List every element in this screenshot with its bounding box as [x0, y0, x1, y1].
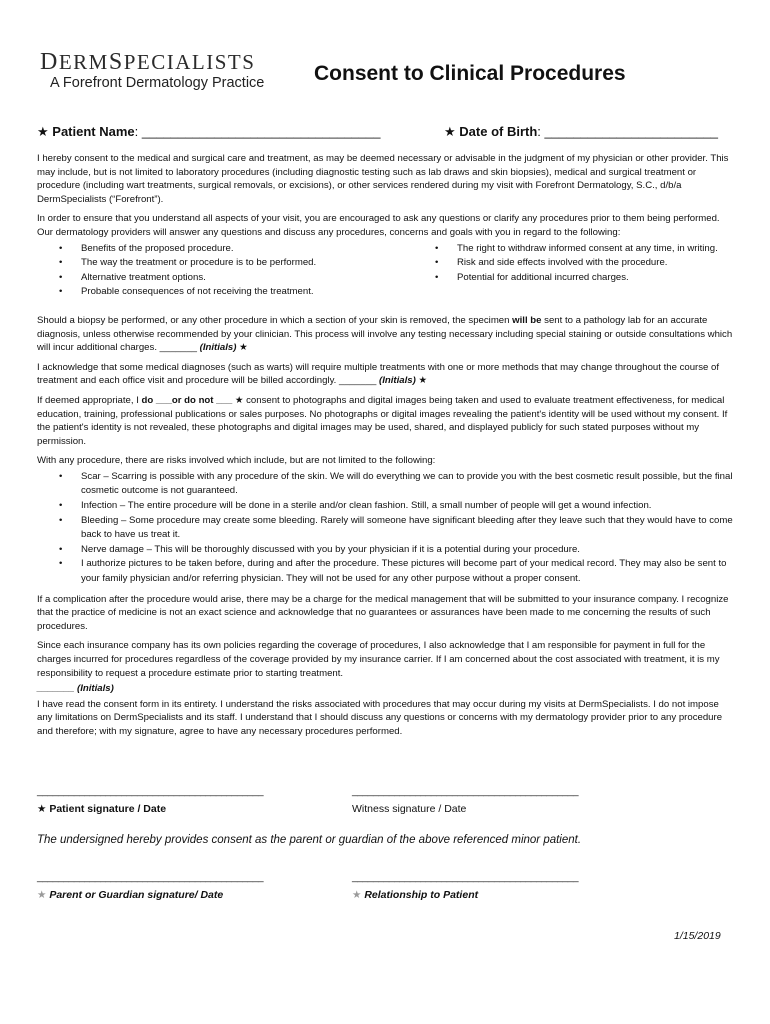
patient-name-label: Patient Name [52, 124, 135, 139]
star-icon: ★ [418, 375, 428, 387]
topics-left-list [37, 242, 413, 300]
date-of-birth-field[interactable] [444, 124, 718, 140]
initials-field[interactable]: (Initials) [379, 375, 416, 387]
relationship-label: ★ Relationship to Patient [352, 889, 479, 901]
risks-intro: With any procedure, there are risks involved which include, but are not limited to the following: [37, 455, 436, 467]
list-item: • Risk and side effects involved with the procedure. [413, 256, 733, 271]
consent-paragraph: I hereby consent to the medical and surgical care and treatment, as may be deemed necessary or advisable in the judgment of my physician or other provider. This may include, but is not limited to laboratory procedures (including diagnostic testing such as lab draws and skin biopsies), medical and surgical treatment or procedure (including wart treatments, surgical removals, or excisions), or other services rendered during my visit with Forefront Dermatology, S.C., d/b/a DermSpecialists (“Forefront”). [37, 153, 729, 205]
date-of-birth-line: : ________________________ [537, 124, 719, 139]
list-item: • Probable consequences of not receiving the treatment. [37, 285, 413, 300]
star-icon: ★ [37, 889, 47, 901]
star-icon: ★ [37, 124, 49, 139]
patient-name-field[interactable] [37, 124, 380, 140]
do-or-do-not-choice[interactable]: do ___or do not ___ [141, 394, 233, 406]
insurance-paragraph: Since each insurance company has its own policies regarding the coverage of procedures, I also acknowledge that I am responsible for payment in full for the charges incurred for procedures regardless of the coverage provided by my insurance carrier. If I am concerned about the cost associated with treatment, it is my responsibility to request a procedure estimate prior to starting treatment. [37, 640, 720, 679]
topics-right-list [413, 242, 733, 300]
document-date: 1/15/2019 [674, 930, 721, 942]
date-of-birth-label: Date of Birth [459, 124, 538, 139]
patient-fields [37, 124, 737, 144]
star-icon: ★ [234, 394, 244, 406]
list-item: • I authorize pictures to be taken before, during and after the procedure. These pictures will become part of your medical record. They may also be sent to your family physician and/or referring physician. They will not be used for any other purpose without a proper consent. [37, 557, 733, 586]
document-title: Consent to Clinical Procedures [314, 62, 626, 85]
guardian-signature-line[interactable]: ___________________________________________ [37, 872, 264, 883]
list-item: • The right to withdraw informed consent at any time, in writing. [413, 242, 733, 257]
initials-field[interactable]: (Initials) [199, 342, 237, 354]
relationship-line[interactable]: ___________________________________________ [352, 872, 579, 883]
initials-field[interactable]: _______ (Initials) [37, 683, 114, 695]
list-item: • Potential for additional incurred charges. [413, 271, 733, 286]
list-item: • Scar – Scarring is possible with any procedure of the skin. We will do everything we can to provide you with the best cosmetic result possible, but the final cosmetic outcome is not guaranteed. [37, 470, 733, 499]
acknowledgement-paragraph: I have read the consent form in its entirety. I understand the risks associated with procedures that may occur during my visits at DermSpecialists. I do not impose any limitations on DermSpecialists and its staff. I understand that I should discuss any questions or concerns with my dermatology provider prior to any procedure and therefore; with my signature, agree to have any necessary procedures performed. [37, 698, 723, 737]
patient-name-line: : _________________________________ [134, 124, 381, 139]
list-item: • Benefits of the proposed procedure. [37, 242, 413, 257]
star-icon: ★ [444, 124, 456, 139]
logo-subtitle: A Forefront Dermatology Practice [50, 75, 265, 91]
guardian-note: The undersigned hereby provides consent as the parent or guardian of the above referenced minor patient. [37, 834, 582, 846]
complication-paragraph: If a complication after the procedure would arise, there may be a charge for the medical management that will be submitted to your insurance company. I recognize that the practice of medicine is not an exact science and acknowledge that no guarantees or assurances have been made to me concerning the results of such procedures. [37, 593, 729, 632]
list-item: • Bleeding – Some procedure may create some bleeding. Rarely will someone have significant bleeding after they leave such that they would have to come back to have us treat it. [37, 514, 733, 543]
witness-signature-line[interactable]: ___________________________________________ [352, 786, 579, 797]
risks-list [37, 470, 733, 587]
star-icon: ★ [37, 803, 47, 815]
discussion-topics [37, 242, 733, 300]
patient-signature-line[interactable]: ___________________________________________ [37, 786, 264, 797]
logo-brand: DERMSPECIALISTS [40, 49, 256, 75]
dermspecialists-logo [40, 50, 270, 92]
patient-signature-label: ★ Patient signature / Date [37, 803, 167, 815]
billing-paragraph: I acknowledge that some medical diagnoses (such as warts) will require multiple treatments with one or more methods that may change throughout the course of treatment and each office visit and procedure will be billed accordingly. _______ (Initials) ★ [37, 361, 720, 387]
photo-consent-paragraph: If deemed appropriate, I do ___or do not ___ ★ consent to photographs and digital images being taken and used to evaluate treatment effectiveness, for medical education, training, professional publications or sales purposes. No photographs or digital images revealing the patient's identity will be used without my consent. If the patient's identity is not revealed, these photographs and digital images may be used, shared, and displayed publicly for such stated purposes without my permission. [37, 394, 728, 447]
biopsy-paragraph: Should a biopsy be performed, or any other procedure in which a section of your skin is removed, the specimen will be sent to a pathology lab for an accurate diagnosis, unless otherwise recommended by your clinician. This process will involve any testing necessary including special staining or outside consultations which will incur additional charges. _______ (Initials) ★ [37, 314, 733, 354]
list-item: • Nerve damage – This will be thoroughly discussed with you by your physician if it is a potential during your procedure. [37, 543, 733, 558]
list-item: • The way the treatment or procedure is to be performed. [37, 256, 413, 271]
witness-signature-label: Witness signature / Date [352, 803, 467, 815]
guardian-signature-label: ★ Parent or Guardian signature/ Date [37, 889, 224, 901]
questions-paragraph: In order to ensure that you understand all aspects of your visit, you are encouraged to ask any questions or clarify any procedures prior to them being performed. Our dermatology providers will answer any questions and discuss any procedures, concerns and goals with you in regard to the following: [37, 213, 720, 238]
list-item: • Infection – The entire procedure will be done in a sterile and/or clean fashion. Still, a small number of people will get a wound infection. [37, 499, 733, 514]
consent-body [37, 152, 733, 745]
star-icon: ★ [239, 342, 248, 354]
star-icon: ★ [352, 889, 362, 901]
list-item: • Alternative treatment options. [37, 271, 413, 286]
